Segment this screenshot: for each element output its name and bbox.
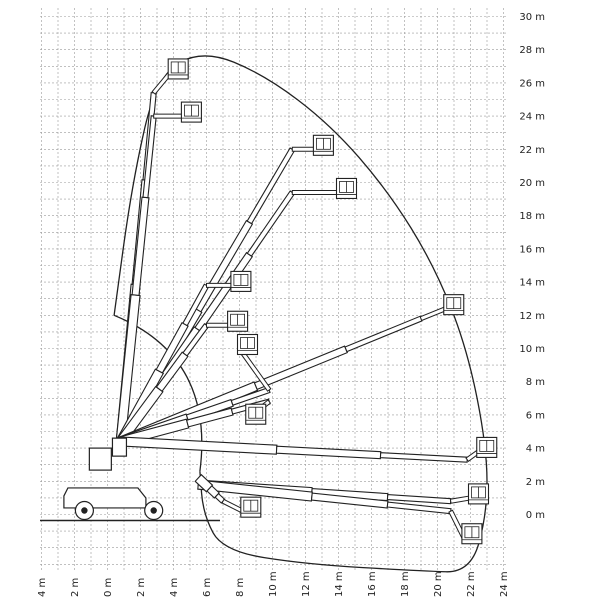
basket: [477, 437, 497, 457]
chassis-body: [64, 488, 146, 508]
wheel-hub: [81, 507, 87, 513]
y-tick-label: 4 m: [525, 443, 545, 455]
x-tick-label: 14 m: [334, 571, 345, 597]
y-tick-label: 16 m: [519, 244, 545, 256]
y-tick-label: 0 m: [525, 510, 545, 521]
y-tick-label: 28 m: [519, 45, 545, 57]
y-tick-label: 10 m: [519, 344, 545, 355]
boom-mid-section: [255, 346, 348, 389]
x-tick-label: 24 m: [499, 571, 510, 597]
y-tick-label: 2 m: [525, 476, 545, 488]
x-tick-label: 20 m: [433, 571, 444, 597]
boom-fly-section: [387, 495, 451, 504]
x-tick-label: 18 m: [400, 571, 411, 597]
machine: [64, 438, 163, 519]
boom-base-section: [121, 437, 277, 454]
y-tick-label: 14 m: [519, 277, 545, 289]
y-tick-label: 26 m: [519, 78, 545, 90]
basket: [228, 311, 248, 331]
y-tick-label: 30 m: [519, 12, 545, 23]
basket: [246, 404, 266, 424]
jib-arm: [154, 114, 184, 118]
y-tick-label: 18 m: [519, 211, 545, 223]
boom-fly-section: [387, 502, 451, 514]
boom-pivot-mount: [112, 438, 126, 456]
basket: [231, 271, 251, 291]
boom-fly-section: [380, 453, 467, 463]
x-tick-label: 22 m: [466, 571, 477, 597]
y-tick-label: 20 m: [519, 178, 545, 189]
jib-arm: [292, 191, 338, 195]
basket: [337, 178, 357, 198]
basket: [181, 102, 201, 122]
y-tick-label: 8 m: [525, 377, 545, 389]
x-tick-label: 16 m: [367, 571, 378, 597]
x-tick-label: 2 m: [136, 577, 147, 597]
basket: [168, 59, 188, 79]
boom-fly-section: [247, 191, 294, 256]
boom-horizontal: [121, 437, 497, 462]
jib-arm: [420, 307, 446, 321]
basket: [444, 295, 464, 315]
y-tick-label: 12 m: [519, 310, 545, 322]
jib-arm: [207, 323, 230, 327]
wheel-hub: [151, 507, 157, 513]
basket: [241, 497, 261, 517]
boom-mid-section: [132, 197, 149, 295]
x-tick-label: 2 m: [70, 577, 81, 597]
x-tick-label: 8 m: [235, 577, 246, 597]
y-tick-label: 6 m: [525, 410, 545, 422]
x-tick-label: 4 m: [37, 577, 48, 597]
basket: [238, 335, 258, 355]
x-tick-label: 10 m: [268, 571, 279, 597]
x-axis-labels: [37, 571, 510, 597]
jib-arm: [450, 496, 470, 503]
basket: [469, 484, 489, 504]
jib-arm: [207, 283, 233, 287]
y-axis-labels: [519, 12, 545, 521]
x-tick-label: 12 m: [301, 571, 312, 597]
y-tick-label: 24 m: [519, 111, 545, 123]
x-tick-label: 6 m: [202, 577, 213, 597]
jib-arm: [292, 147, 315, 151]
basket: [313, 135, 333, 155]
boom-fly-section: [247, 148, 294, 224]
y-tick-label: 22 m: [519, 144, 545, 156]
turntable-counterweight: [89, 448, 111, 470]
x-tick-label: 4 m: [169, 577, 180, 597]
basket: [462, 524, 482, 544]
boom-fly-section: [345, 316, 422, 351]
x-tick-label: 0 m: [103, 577, 114, 597]
